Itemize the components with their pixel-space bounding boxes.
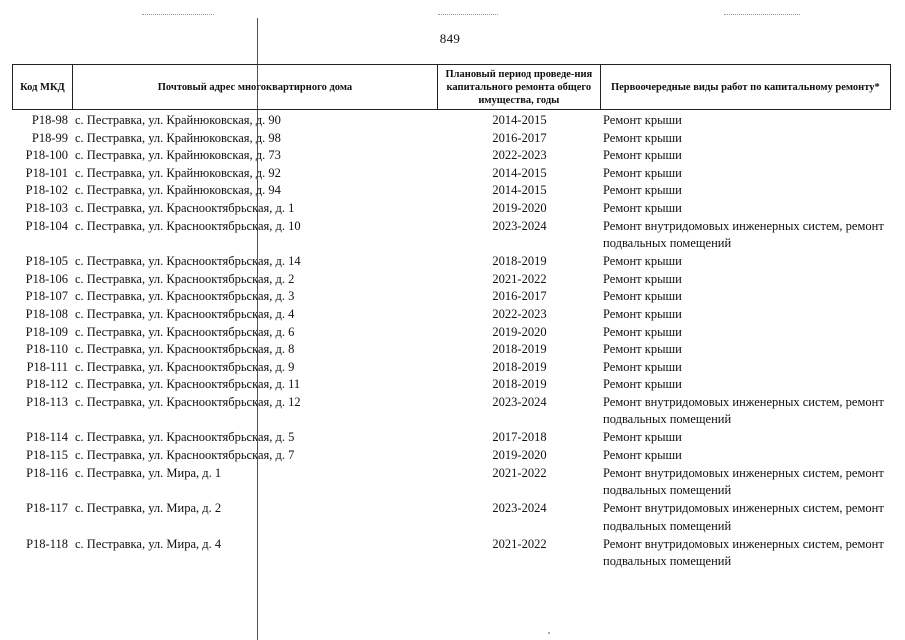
table-row — [12, 271, 891, 289]
row-code: Р18-105 — [25, 254, 68, 269]
row-works: Ремонт крыши — [603, 289, 682, 304]
table-body — [12, 112, 891, 571]
row-code: Р18-108 — [25, 306, 68, 321]
row-address: с. Пестравка, ул. Краснооктябрьская, д. 7 — [75, 448, 295, 463]
table-row — [12, 376, 891, 394]
table-row — [12, 394, 891, 430]
row-code: Р18-99 — [31, 130, 68, 145]
row-works: Ремонт крыши — [603, 130, 682, 145]
row-code: Р18-98 — [31, 113, 68, 127]
table-row — [12, 130, 891, 148]
row-address: с. Пестравка, ул. Краснооктябрьская, д. 5 — [75, 430, 295, 445]
table-row — [12, 429, 891, 447]
table-row — [12, 359, 891, 377]
row-period: 2018-2019 — [492, 377, 547, 392]
scan-top-marks — [0, 14, 905, 18]
row-address: с. Пестравка, ул. Крайнюковская, д. 98 — [75, 130, 281, 145]
row-address: с. Пестравка, ул. Крайнюковская, д. 90 — [75, 113, 281, 127]
row-period: 2014-2015 — [492, 165, 547, 180]
row-address: с. Пестравка, ул. Краснооктябрьская, д. 8 — [75, 342, 295, 357]
row-code: Р18-102 — [25, 183, 68, 198]
row-code: Р18-109 — [25, 324, 68, 339]
row-works: Ремонт крыши — [603, 183, 682, 198]
row-address: с. Пестравка, ул. Краснооктябрьская, д. 4 — [75, 306, 295, 321]
row-address: с. Пестравка, ул. Мира, д. 2 — [75, 501, 222, 516]
table-row — [12, 200, 891, 218]
row-code: Р18-103 — [25, 200, 68, 215]
row-period: 2021-2022 — [492, 465, 547, 480]
row-works: Ремонт внутридомовых инженерных систем, ремонт подвальных помещений — [603, 465, 884, 498]
table-row — [12, 324, 891, 342]
row-period: 2018-2019 — [492, 254, 547, 269]
row-works: Ремонт крыши — [603, 148, 682, 163]
table-row — [12, 465, 891, 501]
table-row — [12, 165, 891, 183]
row-address: с. Пестравка, ул. Крайнюковская, д. 94 — [75, 183, 281, 198]
row-works: Ремонт внутридомовых инженерных систем, ремонт подвальных помещений — [603, 394, 884, 427]
row-address: с. Пестравка, ул. Крайнюковская, д. 92 — [75, 165, 281, 180]
row-code: Р18-101 — [25, 165, 68, 180]
scan-fold-line — [257, 18, 258, 640]
row-period: 2016-2017 — [492, 130, 547, 145]
table-row — [12, 306, 891, 324]
row-works: Ремонт крыши — [603, 342, 682, 357]
row-address: с. Пестравка, ул. Крайнюковская, д. 73 — [75, 148, 281, 163]
row-code: Р18-106 — [25, 271, 68, 286]
row-code: Р18-112 — [26, 377, 68, 392]
row-works: Ремонт крыши — [603, 113, 682, 127]
table-row — [12, 112, 891, 130]
row-address: с. Пестравка, ул. Краснооктябрьская, д. 3 — [75, 289, 295, 304]
row-code: Р18-107 — [25, 289, 68, 304]
row-code: Р18-100 — [25, 148, 68, 163]
row-address: с. Пестравка, ул. Краснооктябрьская, д. 2 — [75, 271, 295, 286]
row-address: с. Пестравка, ул. Мира, д. 4 — [75, 536, 222, 551]
scan-speck — [548, 632, 550, 634]
table-row — [12, 182, 891, 200]
table-row — [12, 288, 891, 306]
row-period: 2018-2019 — [492, 342, 547, 357]
row-works: Ремонт крыши — [603, 254, 682, 269]
row-code: Р18-114 — [26, 430, 68, 445]
row-works: Ремонт крыши — [603, 377, 682, 392]
row-period: 2019-2020 — [492, 200, 547, 215]
row-address: с. Пестравка, ул. Краснооктябрьская, д. 1 — [75, 200, 295, 215]
row-period: 2017-2018 — [492, 430, 547, 445]
row-code: Р18-115 — [26, 448, 68, 463]
table-row — [12, 447, 891, 465]
row-code: Р18-117 — [26, 501, 68, 516]
row-code: Р18-116 — [26, 465, 68, 480]
row-period: 2021-2022 — [492, 271, 547, 286]
table-row — [12, 536, 891, 572]
row-period: 2022-2023 — [492, 306, 547, 321]
table-row — [12, 253, 891, 271]
row-works: Ремонт крыши — [603, 271, 682, 286]
row-works: Ремонт крыши — [603, 448, 682, 463]
row-address: с. Пестравка, ул. Краснооктябрьская, д. 11 — [75, 377, 301, 392]
row-address: с. Пестравка, ул. Краснооктябрьская, д. 6 — [75, 324, 295, 339]
row-code: Р18-104 — [25, 218, 68, 233]
row-works: Ремонт внутридомовых инженерных систем, ремонт подвальных помещений — [603, 536, 884, 569]
header-period: Плановый период проведе-ния капитального ремонта общего имущества, годы — [438, 65, 601, 109]
row-works: Ремонт крыши — [603, 165, 682, 180]
table-row — [12, 147, 891, 165]
row-period: 2019-2020 — [492, 448, 547, 463]
row-period: 2023-2024 — [492, 394, 547, 409]
row-address: с. Пестравка, ул. Краснооктябрьская, д. 12 — [75, 394, 301, 409]
table-row — [12, 500, 891, 536]
row-period: 2021-2022 — [492, 536, 547, 551]
row-works: Ремонт крыши — [603, 306, 682, 321]
row-period: 2016-2017 — [492, 289, 547, 304]
row-period: 2023-2024 — [492, 218, 547, 233]
table-row — [12, 218, 891, 254]
header-code: Код МКД — [13, 65, 73, 109]
table-row — [12, 341, 891, 359]
row-period: 2019-2020 — [492, 324, 547, 339]
row-code: Р18-111 — [26, 359, 68, 374]
row-works: Ремонт крыши — [603, 359, 682, 374]
row-code: Р18-110 — [26, 342, 68, 357]
page-number: 849 — [439, 31, 461, 46]
row-address: с. Пестравка, ул. Мира, д. 1 — [75, 465, 222, 480]
row-works: Ремонт крыши — [603, 324, 682, 339]
table-header — [12, 64, 891, 110]
row-period: 2018-2019 — [492, 359, 547, 374]
row-address: с. Пестравка, ул. Краснооктябрьская, д. 10 — [75, 218, 301, 233]
row-address: с. Пестравка, ул. Краснооктябрьская, д. 14 — [75, 254, 301, 269]
row-works: Ремонт крыши — [603, 430, 682, 445]
row-works: Ремонт внутридомовых инженерных систем, ремонт подвальных помещений — [603, 218, 884, 251]
header-works: Первоочередные виды работ по капитальному ремонту* — [610, 81, 880, 93]
row-address: с. Пестравка, ул. Краснооктябрьская, д. 9 — [75, 359, 295, 374]
row-period: 2023-2024 — [492, 501, 547, 516]
row-period: 2014-2015 — [492, 183, 547, 198]
row-works: Ремонт крыши — [603, 200, 682, 215]
row-period: 2014-2015 — [492, 113, 547, 127]
row-period: 2022-2023 — [492, 148, 547, 163]
row-works: Ремонт внутридомовых инженерных систем, ремонт подвальных помещений — [603, 501, 884, 533]
row-code: Р18-118 — [26, 536, 68, 551]
row-code: Р18-113 — [26, 394, 68, 409]
header-address: Почтовый адрес многоквартирного дома — [73, 65, 438, 109]
